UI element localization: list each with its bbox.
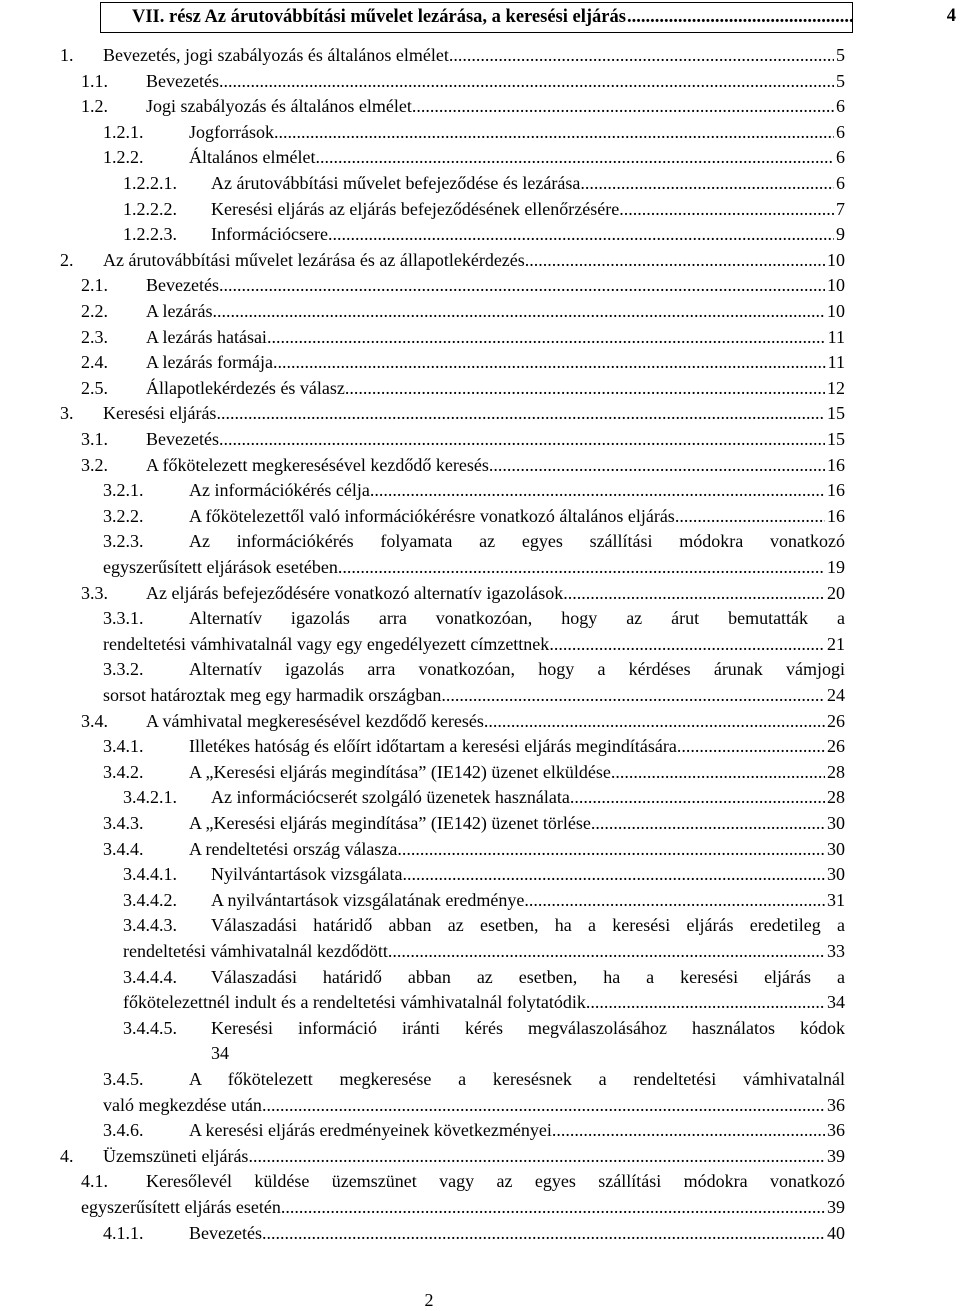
toc-entry-title[interactable]: Válaszadási határidő abban az esetben, ha a keresési eljárás eredetileg a — [211, 915, 845, 936]
part-heading-page: 4 — [946, 6, 956, 26]
toc-entry[interactable] — [146, 299, 845, 324]
toc-entry-title[interactable]: Keresőlevél küldése üzemszünet vagy az egyes szállítási módokra vonatkozó — [146, 1171, 845, 1192]
toc-entry-page: 16 — [827, 505, 845, 526]
toc-entry-number: 3.4.1. — [103, 736, 144, 757]
toc-entry-title-continued: való megkezdése után — [103, 1094, 262, 1115]
toc-entry-number: 1. — [60, 45, 74, 65]
toc-entry-number: 3.4.4. — [103, 838, 144, 859]
toc-entry[interactable] — [146, 350, 845, 375]
toc-entry-number: 4. — [60, 1145, 74, 1166]
toc-entry[interactable] — [103, 1144, 845, 1169]
toc-entry-page: 21 — [827, 633, 845, 654]
toc-entry-continuation[interactable] — [81, 1195, 845, 1220]
toc-entry-continuation[interactable] — [103, 555, 845, 580]
toc-entry-number: 3.3. — [81, 582, 108, 603]
toc-entry-title: Bevezetés — [146, 275, 219, 296]
toc-entry-number: 1.2.2.2. — [123, 198, 177, 219]
toc-entry-title: A főkötelezett megkeresésével kezdődő keresés — [146, 454, 489, 475]
toc-entry-page: 15 — [827, 429, 845, 449]
toc-entry[interactable] — [189, 478, 845, 503]
dot-leader — [489, 453, 825, 478]
toc-entry[interactable] — [146, 581, 845, 606]
dot-leader — [619, 197, 834, 222]
dot-leader — [412, 94, 834, 119]
toc-entry-number: 3.4.4.4. — [123, 966, 177, 987]
toc-entry-title: Általános elmélet — [189, 147, 316, 168]
dot-leader — [677, 734, 825, 759]
toc-entry-title: Bevezetés — [146, 429, 219, 449]
toc-entry-continuation[interactable] — [123, 990, 845, 1015]
toc-entry[interactable] — [211, 862, 845, 887]
toc-entry-number: 2. — [60, 249, 74, 270]
toc-entry-page: 16 — [827, 454, 845, 475]
toc-entry-title: Jogforrások — [189, 121, 274, 142]
toc-entry-number: 2.4. — [81, 352, 108, 373]
dot-leader — [525, 248, 825, 273]
toc-entry-number: 3.4.4.1. — [123, 864, 177, 885]
toc-entry-number: 3.4.2.1. — [123, 787, 177, 808]
toc-entry-title: Bevezetés, jogi szabályozás és általános elmélet — [103, 45, 449, 65]
toc-entry-page: 36 — [827, 1120, 845, 1141]
toc-entry-title[interactable]: Alternatív igazolás arra vonatkozóan, hogy a kérdéses árunak vámjogi — [189, 659, 845, 680]
toc-entry-title: A lezárás — [146, 301, 213, 321]
toc-entry-title[interactable]: Válaszadási határidő abban az esetben, ha a keresési eljárás a — [211, 966, 845, 987]
dot-leader — [219, 427, 825, 452]
toc-entry-title[interactable]: Keresési információ iránti kérés megválaszolásához használatos kódok — [211, 1017, 845, 1038]
toc-entry-number: 3.3.1. — [103, 608, 144, 629]
dot-leader — [273, 350, 826, 375]
dot-leader — [563, 581, 825, 606]
toc-entry-title[interactable]: Az információkérés folyamata az egyes szállítási módokra vonatkozó — [189, 531, 845, 552]
toc-entry-page: 7 — [836, 198, 845, 219]
toc-entry-title: Az árutovábbítási művelet befejeződése és lezárása — [211, 173, 581, 193]
toc-entry-page: 34 — [211, 1043, 229, 1064]
toc-entry-page: 12 — [827, 377, 845, 398]
toc-entry[interactable] — [189, 837, 845, 862]
toc-entry-title: A főkötelezettől való információkérésre vonatkozó általános eljárás — [189, 505, 675, 526]
toc-entry[interactable] — [103, 248, 845, 273]
toc-entry-page: 31 — [827, 889, 845, 910]
toc-entry-title: Állapotlekérdezés és válasz — [146, 377, 345, 398]
dot-leader — [549, 632, 825, 657]
toc-entry[interactable] — [146, 94, 845, 119]
toc-entry-number: 1.2.2. — [103, 147, 144, 168]
toc-entry-title-continued: egyszerűsített eljárás esetén — [81, 1197, 281, 1217]
toc-entry-title: Illetékes hatóság és előírt időtartam a keresési eljárás megindítására — [189, 736, 677, 757]
toc-entry-number: 4.1. — [81, 1171, 108, 1192]
toc-entry-number: 1.2.1. — [103, 121, 144, 142]
toc-entry-page: 24 — [827, 685, 845, 705]
toc-entry-title: A lezárás hatásai — [146, 326, 267, 347]
toc-entry-number: 3.4.2. — [103, 761, 144, 782]
dot-leader — [591, 811, 825, 836]
toc-entry-title: Információcsere — [211, 224, 328, 245]
dot-leader — [484, 709, 825, 734]
dot-leader — [611, 760, 825, 785]
dot-leader — [338, 555, 825, 580]
toc-entry-title-continued: egyszerűsített eljárások esetében — [103, 557, 338, 577]
toc-entry-title: A keresési eljárás eredményeinek következményei — [189, 1120, 552, 1141]
toc-entry-title: A vámhivatal megkeresésével kezdődő keresés — [146, 710, 484, 731]
toc-entry-title: Az eljárás befejeződésére vonatkozó alternatív igazolások — [146, 582, 564, 603]
toc-entry-page: 6 — [836, 121, 845, 142]
toc-entry-title[interactable]: A főkötelezett megkeresése a keresésnek a rendeltetési vámhivatalnál — [189, 1069, 845, 1089]
toc-entry[interactable] — [103, 401, 845, 426]
toc-entry-page: 11 — [827, 326, 845, 347]
toc-entry-title: Keresési eljárás az eljárás befejeződésének ellenőrzésére — [211, 198, 620, 219]
toc-entry-number: 2.3. — [81, 326, 108, 347]
dot-leader — [267, 325, 826, 350]
dot-leader — [281, 1195, 825, 1220]
toc-entry-title: Jogi szabályozás és általános elmélet — [146, 96, 412, 117]
toc-entry-page: 5 — [836, 70, 845, 91]
toc-entry-number: 3.4.5. — [103, 1069, 144, 1089]
dot-leader — [216, 401, 825, 426]
toc-entry[interactable] — [211, 222, 845, 247]
toc-entry-page: 30 — [827, 813, 845, 833]
toc-entry[interactable] — [211, 888, 845, 913]
toc-entry-number: 3.4.4.5. — [123, 1017, 177, 1038]
toc-entry-title-continued: rendeltetési vámhivatalnál kezdődött — [123, 941, 388, 961]
toc-entry-title: A rendeltetési ország válasza — [189, 838, 398, 859]
toc-entry-number: 4.1.1. — [103, 1222, 144, 1243]
toc-entry-page: 10 — [827, 249, 845, 270]
toc-entry[interactable] — [189, 1118, 845, 1143]
toc-entry[interactable] — [189, 760, 845, 785]
dot-leader — [315, 145, 834, 170]
dot-leader — [388, 939, 825, 964]
toc-entry-title: Bevezetés — [146, 70, 219, 91]
toc-entry[interactable] — [189, 734, 845, 759]
toc-entry-title-continued: rendeltetési vámhivatalnál vagy egy engedélyezett címzettnek — [103, 633, 550, 654]
dot-leader — [449, 43, 834, 68]
toc-entry[interactable] — [211, 171, 845, 196]
toc-entry-number: 3.4.4.3. — [123, 915, 177, 936]
toc-entry-title: A nyilvántartások vizsgálatának eredménye — [211, 889, 525, 910]
toc-entry-title: Az információcserét szolgáló üzenetek használata — [211, 787, 570, 808]
toc-entry[interactable] — [146, 273, 845, 298]
toc-entry-page: 15 — [827, 403, 845, 424]
toc-entry-number: 3.4. — [81, 710, 108, 731]
toc-entry-page: 5 — [836, 45, 845, 65]
toc-entry-title: Nyilvántartások vizsgálata — [211, 864, 403, 885]
toc-entry-page: 36 — [827, 1094, 845, 1115]
toc-entry-page: 33 — [827, 941, 845, 961]
dot-leader — [345, 376, 825, 401]
toc-entry-continuation[interactable] — [103, 1093, 845, 1118]
toc-entry-page: 11 — [827, 352, 845, 373]
toc-entry-page: 10 — [827, 301, 845, 321]
dot-leader — [570, 785, 825, 810]
dot-leader — [262, 1221, 825, 1246]
toc-entry[interactable] — [211, 785, 845, 810]
dot-leader — [397, 837, 825, 862]
toc-entry-title: Keresési eljárás — [103, 403, 217, 424]
dot-leader — [441, 683, 825, 708]
toc-entry-page: 40 — [827, 1222, 845, 1243]
toc-entry-number: 3.2.3. — [103, 531, 144, 552]
dot-leader — [219, 273, 825, 298]
toc-entry-title: Üzemszüneti eljárás — [103, 1145, 249, 1166]
page-number: 2 — [424, 1290, 434, 1310]
dot-leader — [402, 862, 825, 887]
toc-entry[interactable] — [189, 504, 845, 529]
dot-leader — [219, 69, 834, 94]
toc-entry-number: 3.4.4.2. — [123, 889, 177, 910]
toc-entry-number: 3.4.3. — [103, 813, 144, 833]
toc-entry-page: 28 — [827, 761, 845, 782]
toc-entry[interactable] — [146, 453, 845, 478]
toc-entry-continuation[interactable] — [103, 632, 845, 657]
dot-leader — [328, 222, 834, 247]
dot-leader — [627, 7, 852, 28]
toc-entry-page: 10 — [827, 275, 845, 296]
toc-entry-title: A lezárás formája — [146, 352, 273, 373]
toc-entry-page: 26 — [827, 710, 845, 731]
toc-entry[interactable] — [189, 811, 845, 836]
toc-entry-number: 3.2.1. — [103, 480, 144, 501]
dot-leader — [580, 171, 834, 196]
toc-entry[interactable] — [211, 197, 845, 222]
dot-leader — [675, 504, 825, 529]
dot-leader — [370, 478, 825, 503]
toc-entry-number: 3.4.6. — [103, 1120, 144, 1141]
toc-entry[interactable] — [146, 69, 845, 94]
toc-entry-page: 34 — [827, 992, 845, 1013]
dot-leader — [586, 990, 825, 1015]
part-heading-title: VII. rész Az árutovábbítási művelet lezárása, a keresési eljárás — [132, 7, 626, 27]
toc-entry-number: 1.2.2.3. — [123, 224, 177, 245]
toc-entry-page: 30 — [827, 838, 845, 859]
part-heading — [100, 2, 853, 33]
dot-leader — [262, 1093, 825, 1118]
toc-entry-number: 2.5. — [81, 377, 108, 398]
toc-entry[interactable] — [189, 120, 845, 145]
toc-entry-number: 3.1. — [81, 429, 108, 449]
dot-leader — [524, 888, 825, 913]
dot-leader — [248, 1144, 825, 1169]
toc-entry[interactable] — [103, 43, 845, 68]
toc-entry-title: A „Keresési eljárás megindítása” (IE142) üzenet törlése — [189, 813, 591, 833]
toc-entry-title-continued: főkötelezettnél indult és a rendeltetési vámhivatalnál folytatódik — [123, 992, 586, 1013]
toc-entry-number: 3.3.2. — [103, 659, 144, 680]
toc-entry-continuation[interactable] — [123, 939, 845, 964]
toc-entry-page: 28 — [827, 787, 845, 808]
toc-entry-title: Az árutovábbítási művelet lezárása és az állapotlekérdezés — [103, 249, 525, 270]
toc-entry-page: 6 — [836, 173, 845, 193]
toc-entry-number: 1.2. — [81, 96, 108, 117]
toc-entry-number: 2.1. — [81, 275, 108, 296]
toc-entry[interactable] — [146, 427, 845, 452]
toc-entry-number: 1.1. — [81, 70, 108, 91]
dot-leader — [212, 299, 825, 324]
toc-entry[interactable] — [146, 325, 845, 350]
toc-entry[interactable] — [146, 709, 845, 734]
toc-entry-page: 26 — [827, 736, 845, 757]
toc-entry-title[interactable]: Alternatív igazolás arra vonatkozóan, hogy az árut bemutatták a — [189, 608, 845, 629]
toc-entry-title-continued: sorsot határoztak meg egy harmadik országban — [103, 685, 442, 705]
toc-entry-title: Bevezetés — [189, 1222, 262, 1243]
toc-entry-number: 3.2. — [81, 454, 108, 475]
toc-entry-page: 16 — [827, 480, 845, 501]
toc-entry-page: 39 — [827, 1145, 845, 1166]
toc-entry-page: 39 — [827, 1197, 845, 1217]
toc-entry[interactable] — [146, 376, 845, 401]
toc-entry-page: 30 — [827, 864, 845, 885]
toc-entry-page: 9 — [836, 224, 845, 245]
toc-entry-number: 3.2.2. — [103, 505, 144, 526]
toc-entry-title: Az információkérés célja — [189, 480, 370, 501]
toc-entry-continuation[interactable] — [103, 683, 845, 708]
toc-entry[interactable] — [189, 145, 845, 170]
toc-entry-page: 19 — [827, 557, 845, 577]
toc-entry-title: A „Keresési eljárás megindítása” (IE142) üzenet elküldése — [189, 761, 611, 782]
toc-entry-page: 20 — [827, 582, 845, 603]
dot-leader — [274, 120, 834, 145]
toc-entry-page: 6 — [836, 147, 845, 168]
toc-entry-number: 3. — [60, 403, 74, 424]
dot-leader — [552, 1118, 825, 1143]
toc-entry[interactable] — [189, 1221, 845, 1246]
toc-entry-page: 6 — [836, 96, 845, 117]
toc-entry-number: 2.2. — [81, 301, 108, 321]
toc-entry-number: 1.2.2.1. — [123, 173, 177, 193]
